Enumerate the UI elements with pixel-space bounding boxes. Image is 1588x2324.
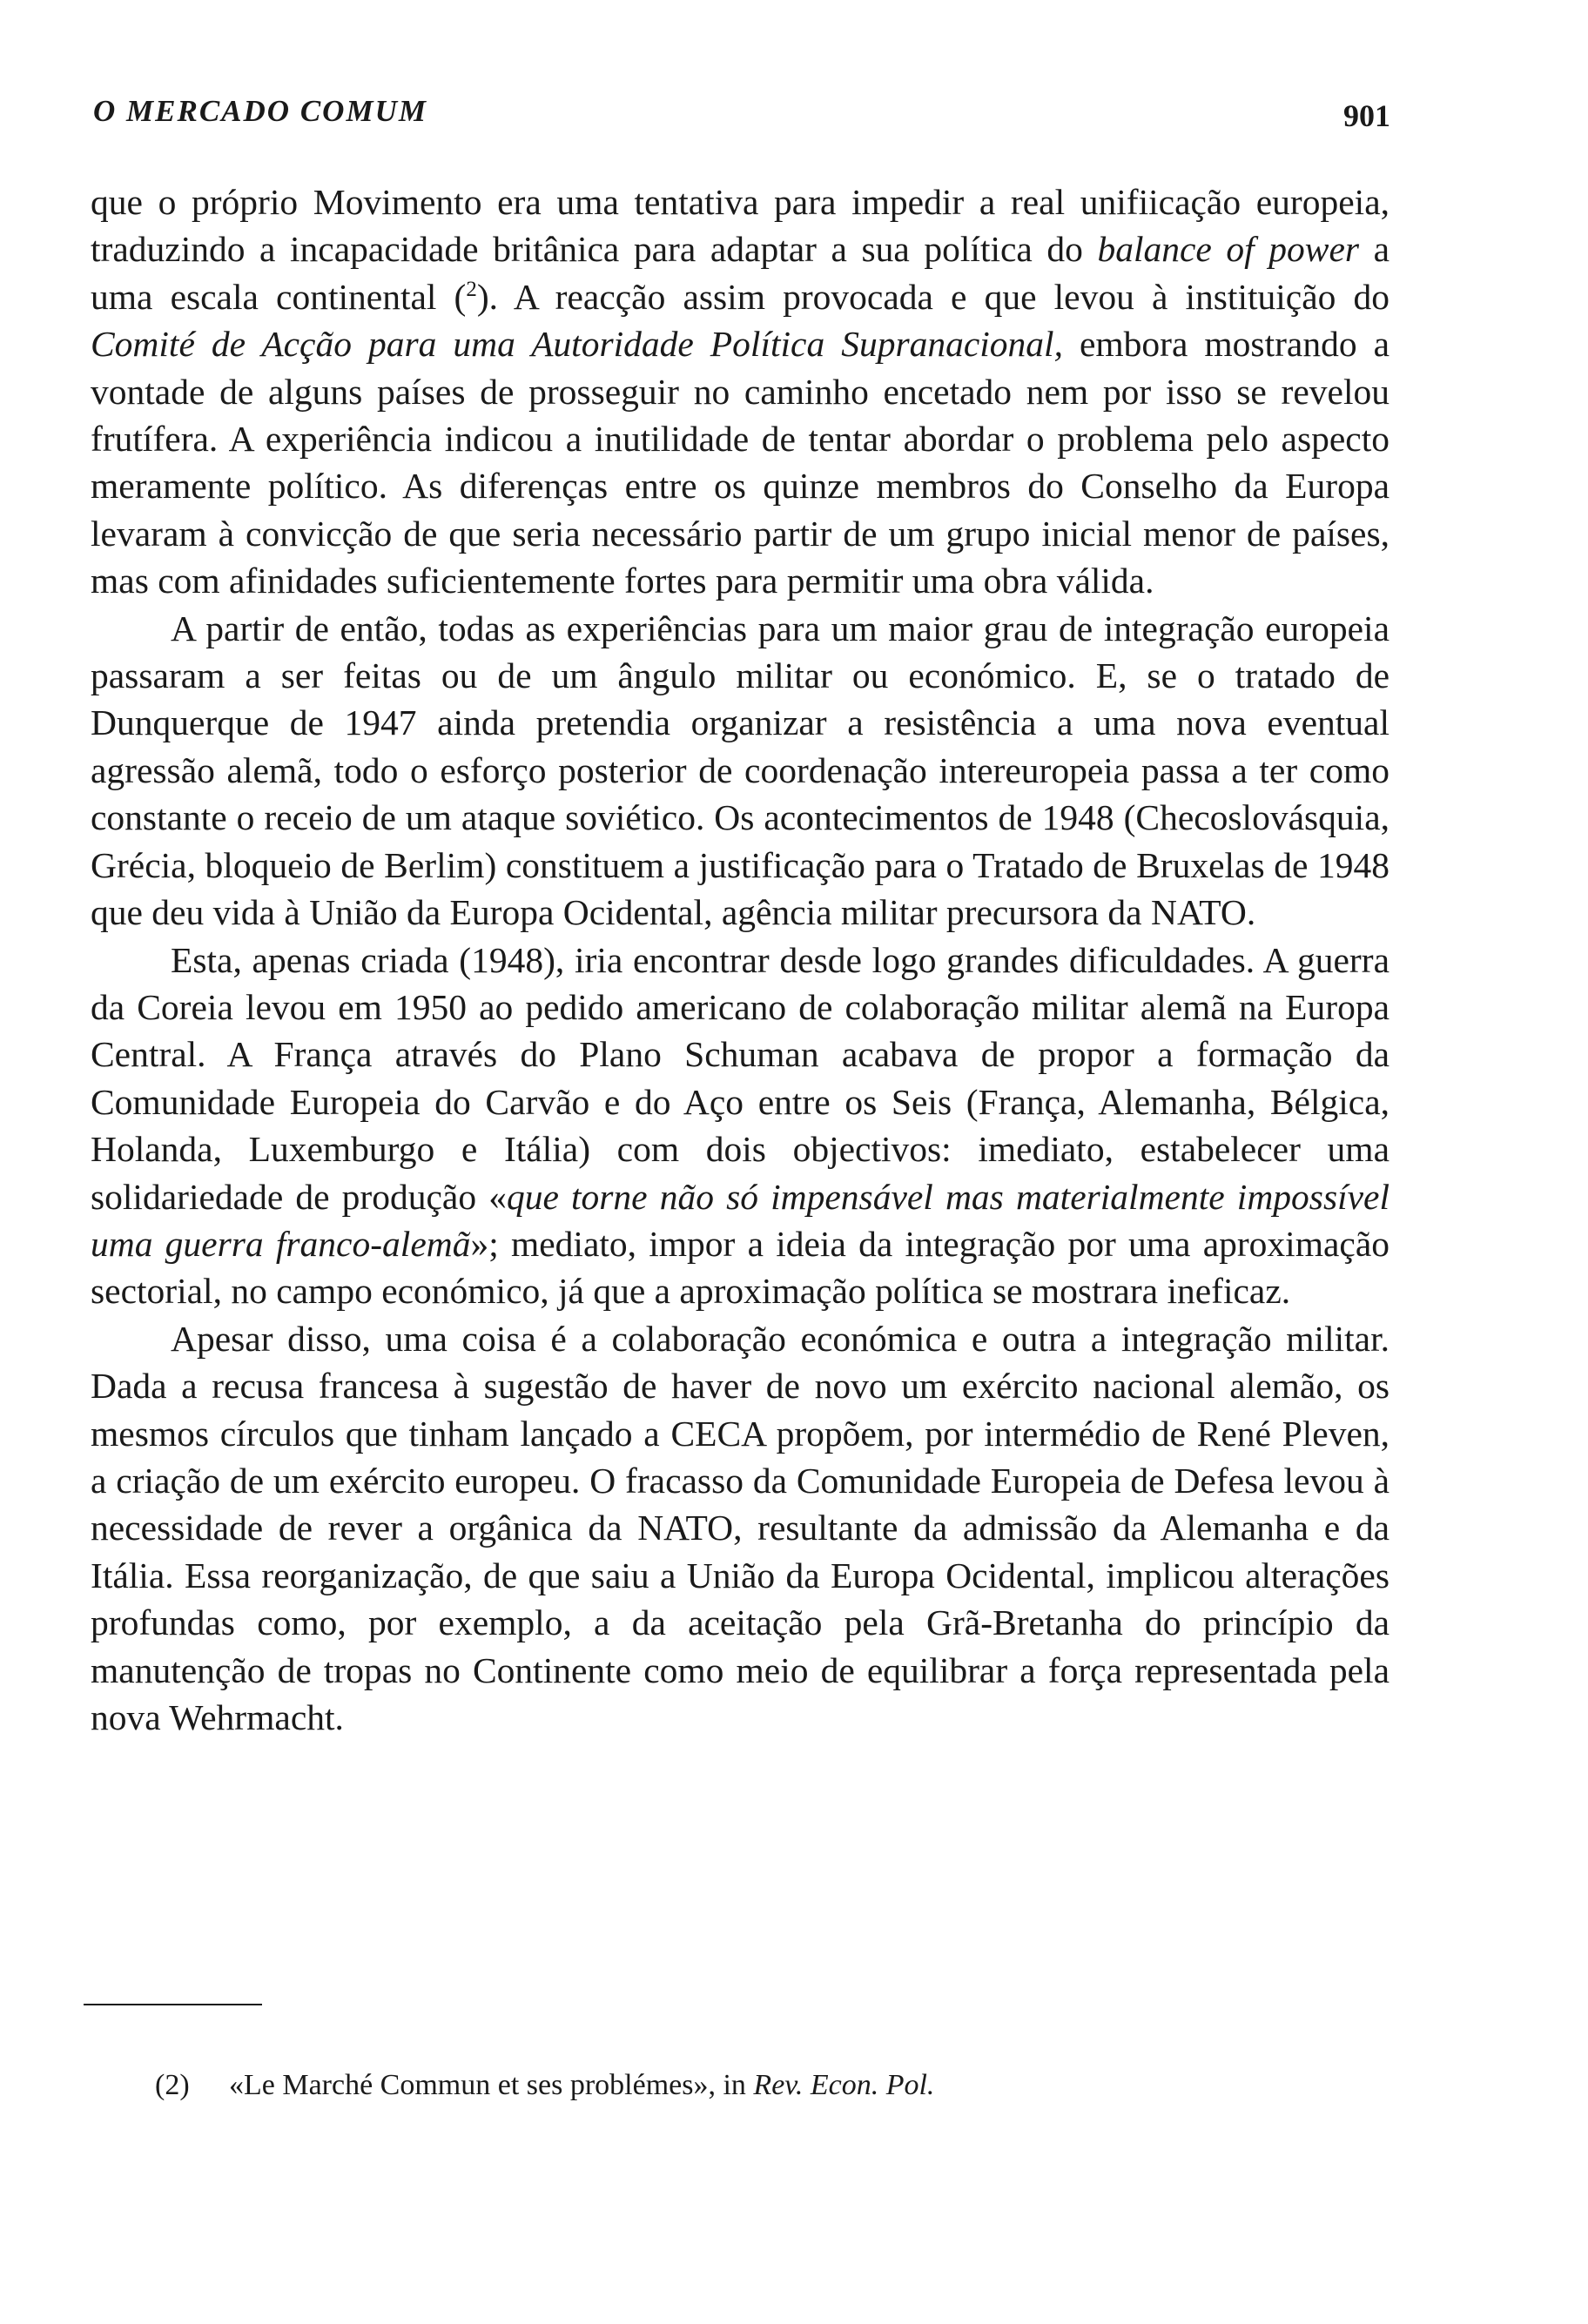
page-number: 901: [1343, 98, 1390, 133]
paragraph-1: [91, 178, 1390, 605]
footnote-mark: (2): [155, 2069, 190, 2101]
running-title: O MERCADO COMUM: [93, 94, 427, 128]
footnote-divider: [84, 2004, 262, 2005]
paragraph-1-text-b: a uma escala continental (: [91, 229, 1390, 317]
paragraph-3-text-a: Esta, apenas criada (1948), iria encontrar desde logo grandes dificuldades. A guerra da Coreia levou em 1950 ao pedido americano de colaboração militar alemã na Europa Central. A França através do Plano Schuman acabava de propor a formação da Comunidade Europeia do Carvão e do Aço entre os Seis (França, Alemanha, Bélgica, Holanda, Luxemburgo e Itália) com dois objectivos: imediato, estabelecer uma solidariedade de produção «: [91, 939, 1390, 1217]
footnote-body: «Le Marché Commun et ses problémes», in: [229, 2069, 754, 2101]
footnote-source: Rev. Econ. Pol.: [753, 2069, 935, 2101]
emphasis-balance-of-power: balance of power: [1097, 229, 1360, 270]
paragraph-1-text-c: ). A reacção assim provocada e que levou à instituição do: [476, 276, 1390, 317]
running-head: [93, 94, 1390, 138]
paragraph-2: A partir de então, todas as experiências para um maior grau de integração europeia passaram a ser feitas ou de um ângulo militar ou económico. E, se o tratado de Dunquerque de 1947 ainda pretendia organizar a resistência a uma nova eventual agressão alemã, todo o esforço posterior de coordenação intereuropeia passa a ter como constante o receio de um ataque soviético. Os acontecimentos de 1948 (Checoslovásquia, Grécia, bloqueio de Berlim) constituem a justificação para o Tratado de Bruxelas de 1948 que deu vida à União da Europa Ocidental, agência militar precursora da NATO.: [91, 608, 1390, 933]
footnote-text: [229, 2066, 934, 2105]
paragraph-4: Apesar disso, uma coisa é a colaboração económica e outra a integração militar. Dada a recusa francesa à sugestão de haver de novo um exército nacional alemão, os mesmos círculos que tinham lançado a CECA propõem, por intermédio de René Pleven, a criação de um exército europeu. O fracasso da Comunidade Europeia de Defesa levou à necessidade de rever a orgânica da NATO, resultante da admissão da Alemanha e da Itália. Essa reorganização, de que saiu a União da Europa Ocidental, implicou alterações profundas como, por exemplo, a da aceitação pela Grã-Bretanha do princípio da manutenção de tropas no Continente como meio de equilibrar a força representada pela nova Wehrmacht.: [91, 1318, 1390, 1737]
paragraph-3-text-b: »; mediato, impor a ideia da integração por uma aproximação sectorial, no campo económico, já que a aproximação política se mostrara ineficaz.: [91, 1223, 1390, 1312]
paragraph-3: [91, 937, 1390, 1315]
paragraph-1-text-d: embora mostrando a vontade de alguns países de prosseguir no caminho encetado nem por isso se revelou frutífera. A experiência indicou a inutilidade de tentar abordar o problema pelo aspecto meramente político. As diferenças entre os quinze membros do Conselho da Europa levaram à convicção de que seria necessário partir de um grupo inicial menor de países, mas com afinidades suficientemente fortes para permitir uma obra válida.: [91, 324, 1390, 601]
quotation-italic: que torne não só impensável mas materialmente impossível uma guerra franco-alemã: [91, 1176, 1390, 1264]
footnote-reference: 2: [466, 277, 477, 301]
emphasis-committee-name: Comité de Acção para uma Autoridade Política Supranacional,: [91, 324, 1063, 365]
body-text: [91, 178, 1390, 1741]
paragraph-1-text-a: que o próprio Movimento era uma tentativa para impedir a real unifiicação europeia, traduzindo a incapacidade britânica para adaptar a sua política do: [91, 182, 1390, 270]
